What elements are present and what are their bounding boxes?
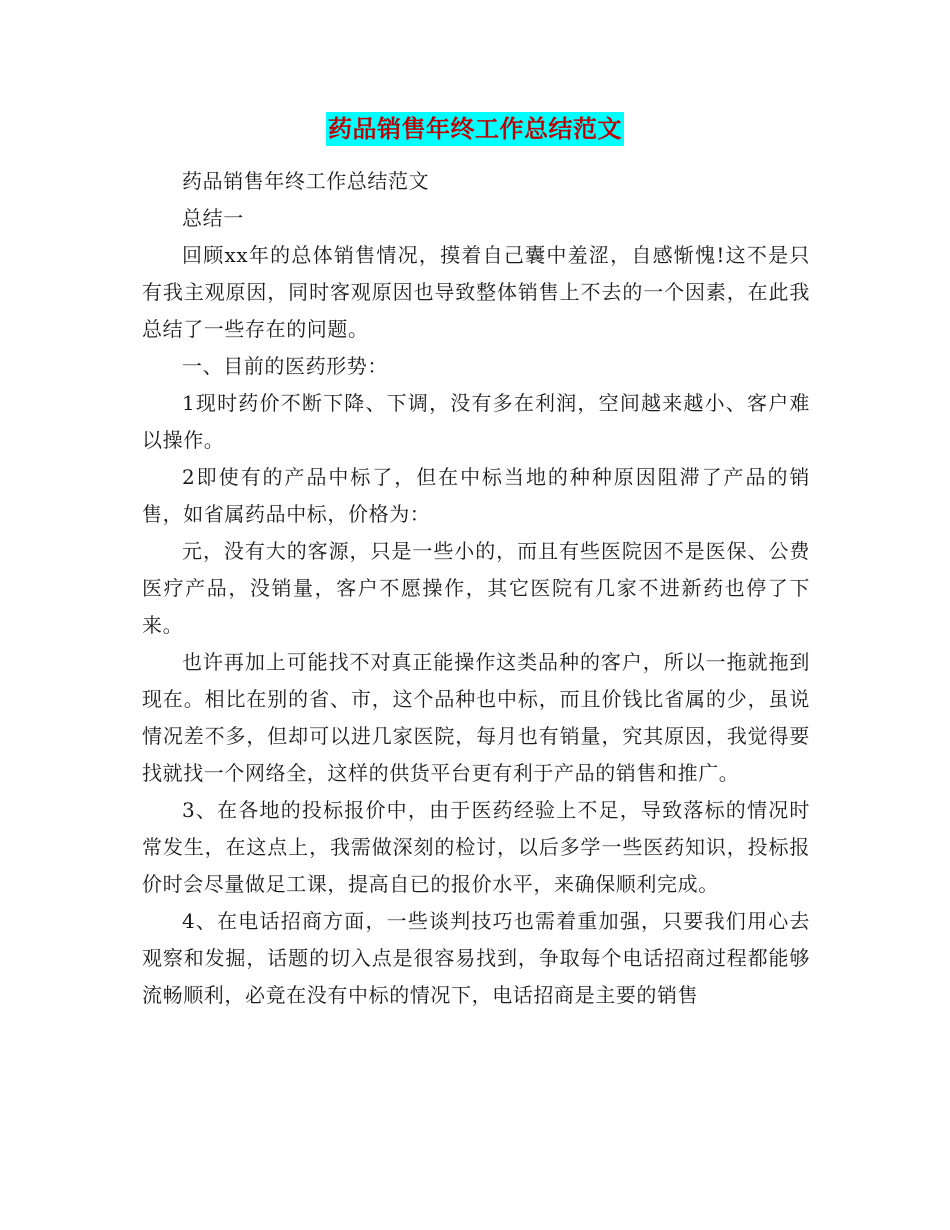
title-row xyxy=(0,112,950,146)
paragraph-section-label: 总结一 xyxy=(182,206,244,230)
paragraph-heading: 一、目前的医药形势： xyxy=(182,354,388,378)
document-body xyxy=(142,163,810,1014)
paragraph: 元，没有大的客源，只是一些小的，而且有些医院因不是医保、公费医疗产品，没销量，客户不愿操作，其它医院有几家不进新药也停了下来。 xyxy=(142,539,810,637)
paragraph: 1现时药价不断下降、下调，没有多在利润，空间越来越小、客户难以操作。 xyxy=(142,391,810,452)
paragraph: 3、在各地的投标报价中，由于医药经验上不足，导致落标的情况时常发生，在这点上，我需做深刻的检讨，以后多学一些医药知识，投标报价时会尽量做足工课，提高自已的报价水平，来确保顺利完成。 xyxy=(142,798,810,896)
paragraph: 回顾xx年的总体销售情况，摸着自己囊中羞涩，自感惭愧!这不是只有我主观原因，同时客观原因也导致整体销售上不去的一个因素，在此我总结了一些存在的问题。 xyxy=(142,243,810,341)
paragraph: 2即使有的产品中标了，但在中标当地的种种原因阻滞了产品的销售，如省属药品中标，价格为： xyxy=(142,465,810,526)
paragraph: 4、在电话招商方面，一些谈判技巧也需着重加强，只要我们用心去观察和发掘，话题的切入点是很容易找到，争取每个电话招商过程都能够流畅顺利，必竟在没有中标的情况下，电话招商是主要的销售 xyxy=(142,909,810,1007)
paragraph: 也许再加上可能找不对真正能操作这类品种的客户，所以一拖就拖到现在。相比在别的省、市，这个品种也中标，而且价钱比省属的少，虽说情况差不多，但却可以进几家医院，每月也有销量，究其原因，我觉得要找就找一个网络全，这样的供货平台更有利于产品的销售和推广。 xyxy=(142,650,810,785)
document-title: 药品销售年终工作总结范文 xyxy=(326,112,624,146)
paragraph-subtitle: 药品销售年终工作总结范文 xyxy=(182,169,430,193)
